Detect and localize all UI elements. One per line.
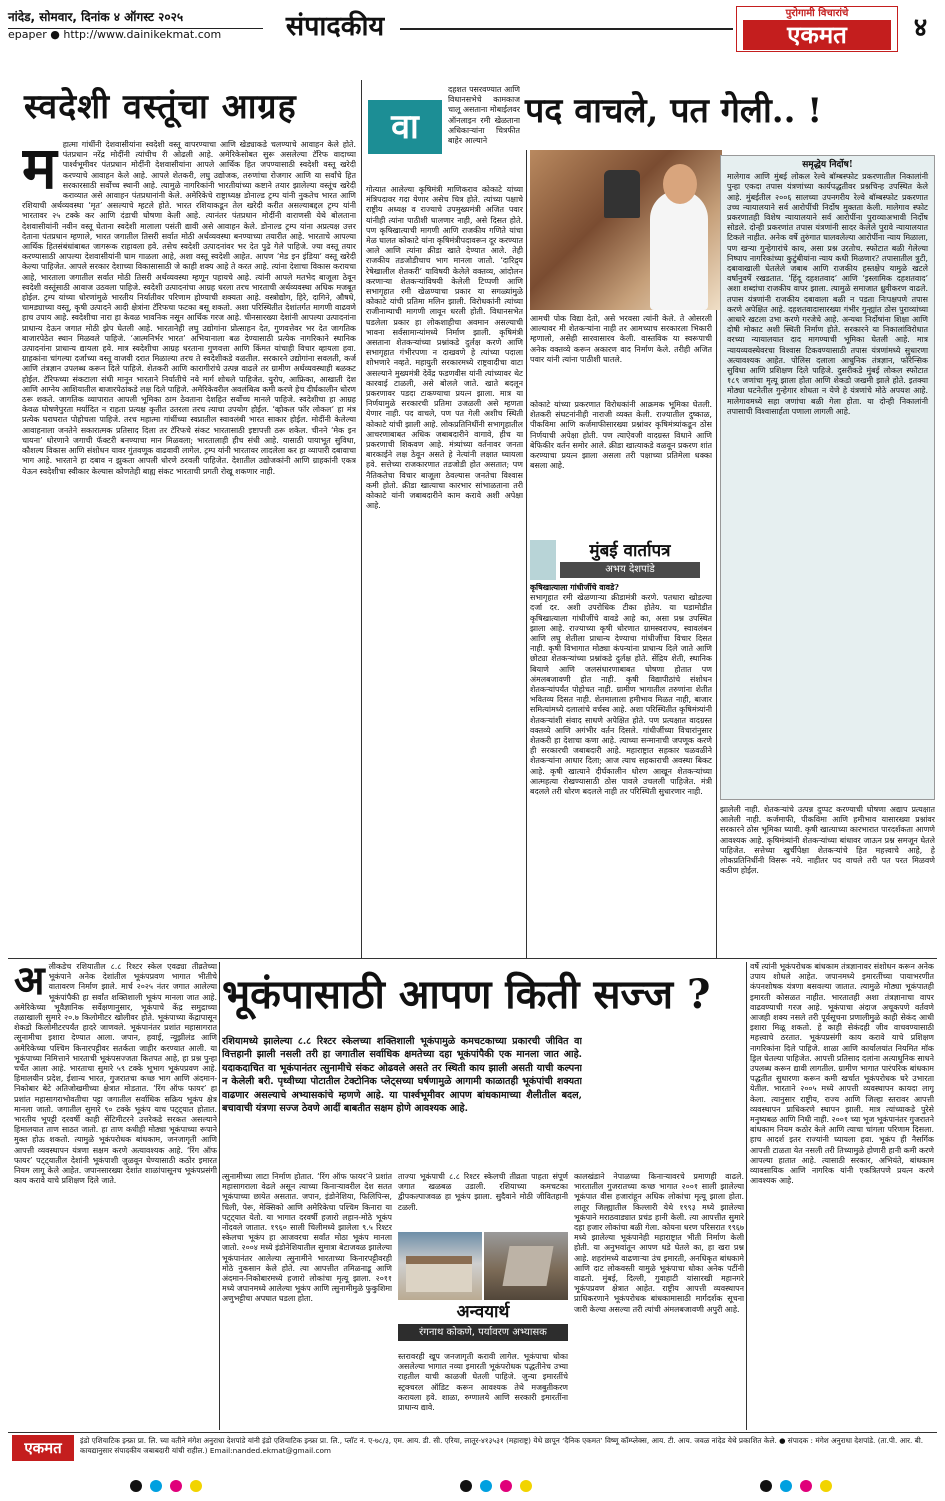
logo-tagline: पुरोगामी विचारांचे bbox=[785, 8, 849, 19]
damaged-house-photo bbox=[398, 1232, 482, 1302]
article-column: कालखंडाने नेपाळच्या किनाऱ्यावरचे प्रमाणही वाढले. भारतातील गुजरातच्या कच्छ भागात २००१ साली झालेल्या भूकंपात वीस हजारांहून अधिक लोकांचा मृत्यू झाला होता. लातूर जिल्ह्यातील किल्लारी येथे १९९३ मध्ये झालेल्या भूकंपाने मराठवाड्यात प्रचंड हानी केली. त्या आपत्तीत सुमारे दहा हजार लोकांचा बळी गेला. कोयना धरण परिसरात १९६७ मध्ये झालेल्या भूकंपानेही महाराष्ट्रात भीती निर्माण केली होती. या अनुभवांतून आपण धडे घेतले का, हा खरा प्रश्न आहे. शहरांमध्ये वाढणाऱ्या उंच इमारती, अनधिकृत बांधकामे आणि दाट लोकवस्ती यामुळे भूकंपाचा धोका अनेक पटींनी वाढतो. मुंबई, दिल्ली, गुवाहाटी यांसारखी महानगरे भूकंपप्रवण क्षेत्रात आहेत. राष्ट्रीय आपत्ती व्यवस्थापन प्राधिकरणाने भूकंपरोधक बांधकामासाठी मार्गदर्शक सूचना जारी केल्या असल्या तरी त्यांची अंमलबजावणी अपुरी आहे. bbox=[574, 1172, 744, 1314]
registration-dot bbox=[480, 1480, 492, 1492]
rubble-photo bbox=[484, 1232, 568, 1302]
house-graphic bbox=[406, 1256, 472, 1292]
article-column bbox=[14, 962, 217, 1427]
microphone-graphic bbox=[604, 170, 640, 218]
article-column bbox=[530, 583, 712, 955]
article-column: आमची पोक विद्या देतो, असे भरवसा त्यांनी केले. ते ओसरली आल्यावर मी शेतकऱ्यांना नाही तर आमच्याच सरकारला भिकारी म्हणालो, असेही सारवासारव केली. वास्तविक या स्वरूपाची अनेक वक्तव्ये करून अकारण वाद निर्माण केले. तरीही अजित पवार यांनी त्यांना पाठीशी घातले. bbox=[530, 314, 712, 364]
section-divider bbox=[8, 958, 937, 959]
article-intro: दहशत पसरवण्यात आणि विधानसभेचे कामकाज चालू असताना मोबाईलवर ऑनलाइन रमी खेळताना अधिकाऱ्यांना चित्रफीत बाहेर आल्याने bbox=[448, 85, 520, 146]
speaker-face bbox=[663, 164, 697, 204]
section-rule bbox=[400, 28, 733, 30]
drop-cap: म bbox=[22, 140, 57, 202]
registration-dot bbox=[500, 1480, 512, 1492]
column-divider bbox=[746, 962, 747, 1430]
subheading: कृषिखात्याला गांधीजींचे वावडे? bbox=[530, 583, 619, 592]
column-tag bbox=[398, 1300, 568, 1350]
article-column: वर्षे त्यांनी भूकंपरोधक बांधकाम तंत्रज्ञानावर संशोधन करून अनेक उपाय शोधले आहेत. जपानमध्ये इमारतींच्या पायाभरणीत कंपनशोषक यंत्रणा बसवल्या जातात. त्यामुळे मोठ्या भूकंपातही इमारती कोसळत नाहीत. भारतातही अशा तंत्रज्ञानाचा वापर वाढवण्याची गरज आहे. भूकंपाचा अंदाज अचूकपणे वर्तवणे आजही शक्य नसले तरी पूर्वसूचना प्रणालीमुळे काही सेकंद आधी इशारा मिळू शकतो. हे काही सेकंदही जीव वाचवण्यासाठी महत्त्वाचे ठरतात. भूकंपप्रसंगी काय करावे याचे प्रशिक्षण नागरिकांना दिले पाहिजे. शाळा आणि कार्यालयांत नियमित मॉक ड्रिल घेतल्या पाहिजेत. आपत्ती प्रतिसाद दलांना अत्याधुनिक साधने उपलब्ध करून द्यावी लागतील. ग्रामीण भागात पारंपरिक बांधकाम पद्धतीत सुधारणा करून कमी खर्चात भूकंपरोधक घरे उभारता येतील. भारताने २००५ मध्ये आपत्ती व्यवस्थापन कायदा लागू केला. त्यानुसार राष्ट्रीय, राज्य आणि जिल्हा स्तरावर आपत्ती व्यवस्थापन प्राधिकरणे स्थापन झाली. मात्र त्यांच्याकडे पुरेसे मनुष्यबळ आणि निधी नाही. २००१ च्या भूज भूकंपानंतर गुजरातने बांधकाम नियम कठोर केले आणि त्याचा चांगला परिणाम दिसला. हाच आदर्श इतर राज्यांनी घ्यायला हवा. भूकंप ही नैसर्गिक आपत्ती टाळता येत नसली तरी तिच्यामुळे होणारी हानी कमी करणे आपल्या हातात आहे. त्यासाठी सरकार, अभियंते, बांधकाम व्यावसायिक आणि नागरिक यांनी एकत्रितपणे प्रयत्न करणे आवश्यक आहे. bbox=[750, 962, 934, 1186]
column-divider bbox=[526, 150, 527, 958]
article-text: हात्मा गांधींनी देशवासीयांना स्वदेशी वस्तू वापरण्याचा आणि खेड्याकडे चलण्याचे आवाहन केले होते. पंतप्रधान नरेंद्र मोदींनी त्यांचीच री ओढली आहे. अमेरिकेसोबत सुरू असलेल्या टॅरिफ वादाच्या पार्श्वभूमीवर पंतप्रधान मोदींनी देशवासीयांना आपले आर्थिक हित जपण्यासाठी स्वदेशी वस्तू खरेदी करण्याचे आवाहन केले आहे. आपले शेतकरी, लघु उद्योजक, तरुणांचा रोजगार आणि या सर्वांचे हित सरकारसाठी सर्वोच्च स्थानी आहे. त्यामुळे नागरिकांनी भारतीयांच्या कष्टाने तयार झालेल्या वस्तूंच खरेदी कराव्यात असे आवाहन पंतप्रधानांनी केले. अमेरिकेचे राष्ट्राध्यक्ष डोनाल्ड ट्रम्प यांनी नुकतेच भारत आणि रशियाची अर्थव्यवस्था ‘मृत’ असल्याचे म्हटले होते. भारत रशियाकडून तेल खरेदी करीत असल्याबद्दल ट्रम्प यांनी भारतावर २५ टक्के कर आणि दंडाची घोषणा केली आहे. त्यानंतर पंतप्रधान मोदींनी वाराणसी येथे बोलताना देशवासीयांनी नवीन वस्तू घेताना स्वदेशी मालाला पसंती द्यावी असे आवाहन केले. डोनाल्ड ट्रम्प यांना अप्रत्यक्ष उत्तर देताना पंतप्रधान म्हणाले, भारत जगातील तिसरी सर्वात मोठी अर्थव्यवस्था बनण्याच्या तयारीत आहे. भारताचे आपल्या आर्थिक हितसंबंधांबाबत जागरूक राहावला हवे. तसेच स्वदेशी उत्पादनांवर भर देत पुढे गेले पाहिजे. ज्या वस्तू तयार करण्यासाठी आपल्या देशवासीयांनी घाम गाळला आहे, अशा वस्तू स्वदेशी आहेत. आपण ‘मेड इन इंडिया’ वस्तू खरेदी केल्या पाहिजेत. आपले सरकार देशाच्या विकासासाठी जे काही शक्य आहे ते करत आहे. त्यांना देशाचा विकास करायचा आहे, भारताला जगातील सर्वात मोठी तिसरी अर्थव्यवस्था म्हणून पहायचे आहे. त्यांनी आपले मतभेद बाजूला ठेवून स्वदेशी वस्तूंसाठी आवाज उठवला पाहिजे. स्वदेशी उत्पादनांचा आग्रह धरला तरच भारताची अर्थव्यवस्था अधिक मजबूत होईल. ट्रम्प यांच्या धोरणांमुळे भारतीय निर्यातीवर परिणाम होण्याची शक्यता आहे. वस्त्रोद्योग, हिरे, दागिने, औषधे, चामड्याच्या वस्तू, कृषी उत्पादने आदी क्षेत्रांना टॅरिफचा फटका बसू शकतो. अशा परिस्थितीत देशांतर्गत मागणी वाढवणे हाच उपाय आहे. स्वदेशीचा नारा हा केवळ भावनिक नसून आर्थिक गरज आहे. चीनसारख्या देशांनी आपल्या उत्पादनांना प्राधान्य देऊन जगात मोठी झेप घेतली आहे. भारतानेही लघु उद्योगांना प्रोत्साहन देत, गुणवत्तेवर भर देत जागतिक बाजारपेठेत स्थान मिळवले पाहिजे. ‘आत्मनिर्भर भारत’ अभियानाला बळ देण्यासाठी प्रत्येक नागरिकाने स्थानिक उत्पादनांना प्राधान्य द्यायला हवे. मात्र स्वदेशीचा आग्रह धरताना गुणवत्ता आणि किंमत यांचाही विचार व्हायला हवा. ग्राहकांना चांगल्या दर्जाच्या वस्तू वाजवी दरात मिळाल्या तरच ते स्वदेशीकडे वळतील. सरकारने उद्योगांना सवलती, कर्ज आणि तंत्रज्ञान उपलब्ध करून दिले पाहिजे. शेतकरी आणि कारागीरांचे उत्पन्न वाढले तर ग्रामीण अर्थव्यवस्थाही बळकट होईल. टॅरिफच्या संकटाला संधी मानून भारताने निर्यातीचे नवे मार्ग शोधले पाहिजेत. युरोप, आफ्रिका, आखाती देश आणि आग्नेय आशियातील बाजारपेठांकडे लक्ष दिले पाहिजे. अमेरिकेवरील अवलंबित्व कमी करणे हेच दीर्घकालीन धोरण ठरू शकते. जागतिक व्यापारात आपली भूमिका ठाम ठेवताना देशहित सर्वोच्च मानले पाहिजे. स्वदेशीचा हा आग्रह केवळ घोषणेपुरता मर्यादित न राहता प्रत्यक्ष कृतीत उतरला तरच त्याचा उपयोग होईल. ‘व्होकल फॉर लोकल’ हा मंत्र प्रत्येक घराघरात पोहोचला पाहिजे. तरच महात्मा गांधींच्या स्वप्नातील स्वावलंबी भारत साकार होईल. मोदींनी केलेल्या आवाहनाला जनतेने सकारात्मक प्रतिसाद दिला तर टॅरिफचे संकट भारतासाठी इष्टापत्ती ठरू शकेल. चीनने ‘मेक इन चायना’ धोरणाने जगाची फॅक्टरी बनण्याचा मान मिळवला; भारतालाही हीच संधी आहे. यासाठी पायाभूत सुविधा, कौशल्य विकास आणि संशोधन यावर गुंतवणूक वाढवावी लागेल. ट्रम्प यांनी भारतावर लादलेला कर हा व्यापारी दबावाचा भाग आहे. भारताने हा दबाव न झुकता आपली धोरणे ठरवली पाहिजेत. देशातील उद्योजकांनी आणि ग्राहकांनी एकत्र येऊन स्वदेशीचा स्वीकार केल्यास कोणतेही बाह्य संकट भारताची प्रगती रोखू शकणार नाही. bbox=[22, 140, 356, 476]
box-title: समृद्धेय निर्दोष! bbox=[802, 160, 853, 170]
section-title: संपादकीय bbox=[285, 11, 385, 42]
column-author: अभय देशपांडे bbox=[560, 562, 700, 578]
article-column: झालेली नाही. शेतकऱ्यांचे उत्पन्न दुप्पट करण्याची घोषणा अद्याप प्रत्यक्षात आलेली नाही. कर्जमाफी, पीकविमा आणि हमीभाव यासारख्या प्रश्नांवर सरकारने ठोस भूमिका घ्यावी. कृषी खात्याच्या कारभारात पारदर्शकता आणणे आवश्यक आहे. कृषिमंत्र्यांनी शेतकऱ्यांच्या बांधावर जाऊन प्रश्न समजून घेतले पाहिजेत. सत्तेच्या खुर्चीपेक्षा शेतकऱ्यांचे हित महत्त्वाचे आहे, हे लोकप्रतिनिधींनी विसरू नये. नाहीतर पद वाचले तरी पत परत मिळवणे कठीण होईल. bbox=[720, 805, 935, 876]
newspaper-logo bbox=[736, 6, 898, 52]
article-headline: भूकंपासाठी आपण किती सज्ज ? bbox=[222, 971, 711, 1018]
imprint-text: इंडो एशियाटिक इन्फ्रा प्रा. लि. च्या वतीने मंगेश अनुराधा देशपांडे यांनी इंडो एशियाटिक इन्फ्रा प्रा. लि., प्लॉट नं. ए-७८/३, एम. आय. डी. सी. एरिया, लातूर-४१३५३१ (महाराष्ट्र) येथे छापून ‘दैनिक एकमत’ विष्णू कॉम्प्लेक्स, आय. टी. आय. जवळ नांदेड येथे प्रकाशित केले. ● संपादक : मंगेश अनुराधा देशपांडे. (ता.पी. आर. बी. कायद्यानुसार संपादकीय जबाबदारी यांची राहील.) Email:nanded.ekmat@gmail.com bbox=[80, 1436, 924, 1455]
article-column: ताज्या भूकंपाची ८.८ रिश्टर स्केलची तीव्रता पाहता संपूर्ण जगात खळबळ उडाली. रशियाच्या कमचटका द्वीपकल्पाजवळ हा भूकंप झाला. सुदैवाने मोठी जीवितहानी टळली. bbox=[398, 1172, 568, 1212]
imprint-footer bbox=[8, 1432, 937, 1464]
article-column: गोत्यात आलेल्या कृषिमंत्री माणिकराव कोकाटे यांच्या मंत्रिपदावर गदा येणार असेच चित्र होते. त्यांच्या पक्षाचे राष्ट्रीय अध्यक्ष व राज्याचे उपमुख्यमंत्री अजित पवार यांनीही त्यांना पाठीशी घालणार नाही, असे दिसत होते. पण कृषिखात्याची मागणी आणि राजकीय गणिते यांचा मेळ घालत कोकाटे यांना कृषिमंत्रीपदावरून दूर करण्यात आले आणि त्यांना क्रीडा खाते देण्यात आले. तेही राजकीय तडजोडीचाच भाग मानला जातो. ‘दारिद्र्य रेषेखालील शेतकरी’ याविषयी केलेले वक्तव्य, आंदोलन करणाऱ्या शेतकऱ्यांविषयी केलेली टिप्पणी आणि सभागृहात रमी खेळण्याचा प्रकार या सगळ्यांमुळे कोकाटे यांची प्रतिमा मलिन झाली. विरोधकांनी त्यांच्या राजीनाम्याची मागणी लावून धरली होती. विधानसभेत घडलेला प्रकार हा लोकशाहीचा अवमान असल्याची भावना सर्वसामान्यांमध्ये निर्माण झाली. कृषिमंत्री असताना शेतकऱ्यांच्या प्रश्नांकडे दुर्लक्ष करणे आणि सभागृहात गंभीरपणा न दाखवणे हे त्यांच्या पदाला शोभणारे नव्हते. महायुती सरकारमध्ये राष्ट्रवादीचा वाटा असल्याने मुख्यमंत्री देवेंद्र फडणवीस यांनी त्यांच्यावर थेट कारवाई टाळली, असे बोलले जाते. खाते बदलून प्रकरणावर पडदा टाकण्याचा प्रयत्न झाला. मात्र या निर्णयामुळे सरकारची प्रतिमा उजळली असे म्हणता येणार नाही. पद वाचले, पण पत गेली अशीच स्थिती कोकाटे यांची झाली आहे. लोकप्रतिनिधींनी सभागृहातील आचरणाबाबत अधिक जबाबदारीने वागावे, हीच या प्रकरणाची शिकवण आहे. मंत्र्यांच्या वर्तनावर जनता बारकाईने लक्ष ठेवून असते हे नेत्यांनी लक्षात घ्यायला हवे. सत्तेच्या राजकारणात तडजोडी होत असतात; पण नैतिकतेचा विचार बाजूला ठेवल्यास जनतेचा विश्वास कमी होतो. क्रीडा खात्याचा कारभार सांभाळताना तरी कोकाटे यांनी जबाबदारीने काम करावे अशी अपेक्षा आहे. bbox=[366, 185, 523, 511]
column-divider bbox=[361, 80, 362, 958]
registration-dot bbox=[170, 1480, 182, 1492]
drop-cap-badge: वा bbox=[368, 100, 442, 154]
article-headline: पद वाचले, पत गेली.. ! bbox=[525, 91, 823, 131]
article-headline: स्वदेशी वस्तूंचा आग्रह bbox=[24, 87, 297, 127]
website-link[interactable]: epaper ● http://www.dainikekmat.com bbox=[8, 28, 222, 41]
registration-dot bbox=[800, 1480, 812, 1492]
registration-dot bbox=[760, 1480, 772, 1492]
box-text: मालेगाव आणि मुंबई लोकल रेल्वे बॉम्बस्फोट प्रकरणातील निकालांनी पुन्हा एकदा तपास यंत्रणांच्या कार्यपद्धतीवर प्रश्नचिन्ह उपस्थित केले आहे. मुंबईतील २००६ सालच्या उपनगरीय रेल्वे बॉम्बस्फोट प्रकरणात उच्च न्यायालयाने सर्व आरोपींची निर्दोष मुक्तता केली. मालेगाव स्फोट प्रकरणातही विशेष न्यायालयाने सर्व आरोपींना पुराव्याअभावी निर्दोष सोडले. दोन्ही प्रकरणांत तपास यंत्रणांनी सादर केलेले पुरावे न्यायालयात टिकले नाहीत. अनेक वर्षे तुरुंगात घालवलेल्या आरोपींना न्याय मिळाला, पण खऱ्या गुन्हेगारांचे काय, असा प्रश्न उरतोच. स्फोटात बळी गेलेल्या निष्पाप नागरिकांच्या कुटुंबीयांना न्याय कधी मिळणार? तपासातील त्रुटी, दबावाखाली घेतलेले जबाब आणि राजकीय हस्तक्षेप यामुळे खटले वर्षानुवर्षे रखडतात. ‘हिंदू दहशतवाद’ आणि ‘इस्लामिक दहशतवाद’ अशा शब्दांचा राजकीय वापर झाला. त्यामुळे समाजात ध्रुवीकरण वाढले. तपास यंत्रणांनी राजकीय दबावाला बळी न पडता निःपक्षपणे तपास करणे अपेक्षित आहे. दहशतवादासारख्या गंभीर गुन्ह्यांत ठोस पुराव्यांच्या आधारे खटला उभा करणे गरजेचे आहे. अन्यथा निर्दोषांना शिक्षा आणि दोषी मोकाट अशी स्थिती निर्माण होते. सरकारने या निकालांविरोधात वरच्या न्यायालयात दाद मागण्याची भूमिका घेतली आहे. मात्र न्यायव्यवस्थेवरचा विश्वास टिकवण्यासाठी तपास यंत्रणांमध्ये सुधारणा अत्यावश्यक आहेत. पोलिस दलाला आधुनिक तंत्रज्ञान, फॉरेन्सिक सुविधा आणि प्रशिक्षण दिले पाहिजे. दुसरीकडे मुंबई लोकल स्फोटात १८९ जणांचा मृत्यू झाला होता आणि शेकडो जखमी झाले होते. इतक्या मोठ्या घटनेतील गुन्हेगार शोधता न येणे हे यंत्रणांचे मोठे अपयश आहे. मालेगावमध्ये सहा जणांचा बळी गेला होता. या दोन्ही निकालांनी तपासाची विश्वासार्हता पणाला लागली आहे. bbox=[727, 172, 928, 416]
article-column: कोकाटे यांच्या प्रकरणात विरोधकांनी आक्रमक भूमिका घेतली. शेतकरी संघटनांनीही नाराजी व्यक्त केली. राज्यातील दुष्काळ, पीकविमा आणि कर्जमाफीसारख्या प्रश्नांवर कृषिमंत्र्यांकडून ठोस निर्णयाची अपेक्षा होती. पण त्याऐवजी वादग्रस्त विधाने आणि बेफिकीर वर्तन समोर आले. क्रीडा खात्याकडे वळवून प्रकरण शांत करण्याचा प्रयत्न झाला असला तरी पक्षाच्या प्रतिमेला धक्का बसला आहे. bbox=[530, 400, 712, 471]
issue-date: नांदेड, सोमवार, दिनांक ४ ऑगस्ट २०२५ bbox=[8, 8, 263, 29]
registration-dot bbox=[780, 1480, 792, 1492]
wall-graphic bbox=[502, 1246, 553, 1286]
registration-dot bbox=[190, 1480, 202, 1492]
article-text: सभागृहात रमी खेळणाऱ्या क्रीडामंत्री करणे. पतधारा खोडल्या दर्जा दर. अशी उपरोधिक टीका होतेय. या घडामोडीत कृषिखात्याला गांधीजींचे वावडे आहे का, असा प्रश्न उपस्थित झाला आहे. राज्याच्या कृषी धोरणात ग्रामस्वराज्य, स्वावलंबन आणि लघु शेतीला प्राधान्य देण्याचा गांधीजींचा विचार दिसत नाही. कृषी विभागात मोठ्या कंपन्यांना प्राधान्य दिले जाते आणि छोट्या शेतकऱ्यांच्या प्रश्नांकडे दुर्लक्ष होते. सेंद्रिय शेती, स्थानिक बियाणे आणि जलसंधारणाबाबत घोषणा होतात पण अंमलबजावणी होत नाही. कृषी विद्यापीठांचे संशोधन शेतकऱ्यांपर्यंत पोहोचत नाही. ग्रामीण भागातील तरुणांना शेतीत भवितव्य दिसत नाही. शेतमालाला हमीभाव मिळत नाही, बाजार समित्यांमध्ये दलालांचे वर्चस्व आहे. अशा परिस्थितीत कृषिमंत्र्यांनी शेतकऱ्यांशी संवाद साधणे अपेक्षित होते. पण प्रत्यक्षात वादग्रस्त वक्तव्ये आणि अगंभीर वर्तन दिसले. गांधीजींच्या विचारांनुसार शेतकरी हा देशाचा कणा आहे. त्याच्या सन्मानाची जपणूक करणे ही सरकारची जबाबदारी आहे. महाराष्ट्रात सहकार चळवळीने शेतकऱ्यांना आधार दिला; आज त्याच सहकाराची अवस्था बिकट आहे. कृषी खात्याने दीर्घकालीन धोरण आखून शेतकऱ्यांच्या आत्महत्या रोखण्यासाठी ठोस पावले उचलली पाहिजेत. मंत्री बदलले तरी धोरण बदलले नाही तर परिस्थिती सुधारणार नाही. bbox=[530, 593, 712, 797]
column-title: मुंबई वार्तापत्र bbox=[589, 541, 671, 561]
article-column: स्तरावरही खूप जनजागृती करावी लागेल. भूकंपाचा धोका असलेल्या भागात नव्या इमारती भूकंपरोधक पद्धतीनेच उभ्या राहतील याची काळजी घेतली पाहिजे. जुन्या इमारतींचे स्ट्रक्चरल ऑडिट करून आवश्यक तेथे मजबुतीकरण करायला हवे. शाळा, रुग्णालये आणि सरकारी इमारतींना प्राधान्य द्यावे. bbox=[398, 1352, 568, 1413]
color-registration-marks bbox=[0, 1480, 945, 1494]
footer-logo: एकमत bbox=[12, 1435, 74, 1461]
column-divider bbox=[219, 962, 220, 1430]
column-tag-accent bbox=[530, 540, 556, 580]
registration-dot bbox=[150, 1480, 162, 1492]
article-lead: रशियामध्ये झालेल्या ८.८ रिश्टर स्केलच्या शक्तिशाली भूकंपामुळे कमचटकाच्या प्रकारची जीवित वा वित्तहानी झाली नसली तरी हा जगातील सर्वाधिक क्षमतेच्या दहा भूकंपांपैकी एक मानला जात आहे. यदाकदाचित वा भूकंपानंतर त्सुनामीचे संकट ओढवले असते तर स्थिती काय झाली असती याची कल्पना न केलेली बरी. पृथ्वीच्या पोटातील टेक्टोनिक प्लेट्सच्या घर्षणामुळे आगामी काळातही भूकंपांची शक्यता वाढणार असल्याचे अभ्यासकांचे म्हणणे आहे. या पार्श्वभूमीवर आपण बांधकामाच्या शैलीतील बदल, बचावाची यंत्रणा सज्ज ठेवणे आदीं बाबतीत सक्षम होणे आवश्यक आहे. bbox=[222, 1036, 582, 1115]
registration-dot bbox=[820, 1480, 832, 1492]
article-photo bbox=[530, 150, 722, 310]
sidebar-box bbox=[720, 155, 935, 800]
article-body bbox=[22, 140, 356, 955]
column-title: अन्वयार्थ bbox=[398, 1300, 568, 1324]
article-photos bbox=[398, 1232, 568, 1302]
column-tag bbox=[560, 540, 700, 580]
column-author: रंगनाथ कोकणे, पर्यावरण अभ्यासक bbox=[398, 1324, 568, 1341]
registration-dot bbox=[130, 1480, 142, 1492]
article-text: लीकडेच रशियातील ८.८ रिश्टर स्केल एवढ्या तीव्रतेच्या भूकंपाने अनेक देशांतील भूकंपप्रवण भागात भीतीचे वातावरण निर्माण झाले. मार्च २०२५ नंतर जगात आलेल्या भूकंपांपैकी हा सर्वांत शक्तिशाली भूकंप मानला जात आहे. अमेरिकेच्या भूवैज्ञानिक सर्वेक्षणानुसार, भूकंपाचे केंद्र समुद्राच्या तळाखाली सुमारे २०.७ किलोमीटर खोलीवर होते. भूकंपाच्या केंद्रापासून शेकडो किलोमीटरपर्यंत हादरे जाणवले. भूकंपानंतर प्रशांत महासागरात त्सुनामीचा इशारा देण्यात आला. जपान, हवाई, न्यूझीलंड आणि अमेरिकेच्या पश्चिम किनारपट्टीवर सतर्कता जाहीर करण्यात आली. या भूकंपाच्या निमित्ताने भारताची भूकंपसज्जता कितपत आहे, हा प्रश्न पुन्हा चर्चेत आला आहे. भारताचा सुमारे ५९ टक्के भूभाग भूकंपप्रवण आहे. हिमालयीन प्रदेश, ईशान्य भारत, गुजरातचा कच्छ भाग आणि अंदमान-निकोबार बेटे अतिजोखमीच्या क्षेत्रात मोडतात. ‘रिंग ऑफ फायर’ हा प्रशांत महासागराभोवतीचा पट्टा जगातील सर्वाधिक सक्रिय भूकंप क्षेत्र मानला जातो. जगातील सुमारे ९० टक्के भूकंप याच पट्ट्यात होतात. भारतीय भूपट्टी दरवर्षी काही सेंटिमीटरने उत्तरेकडे सरकत असल्याने हिमालयात ताण साठत जातो. हा ताण कधीही मोठ्या भूकंपाच्या रूपाने मुक्त होऊ शकतो. त्यामुळे भूकंपरोधक बांधकाम, जनजागृती आणि आपत्ती व्यवस्थापन यंत्रणा सक्षम करणे अत्यावश्यक आहे. ‘रिंग ऑफ फायर’ पट्ट्यातील देशांनी भूकंपाशी जुळवून घेण्यासाठी कठोर इमारत नियम लागू केले आहेत. जपानसारख्या देशांत शाळांपासूनच भूकंपप्रसंगी काय करावे याचे प्रशिक्षण दिले जाते. bbox=[14, 962, 217, 1186]
logo-name: एकमत bbox=[743, 20, 891, 50]
registration-dot bbox=[520, 1480, 532, 1492]
page-number: ४ bbox=[913, 13, 928, 43]
drop-cap: अ bbox=[14, 962, 45, 1004]
speaker-figure bbox=[650, 190, 708, 310]
masthead bbox=[8, 6, 937, 70]
registration-dot bbox=[460, 1480, 472, 1492]
article-column: त्सुनामीच्या लाटा निर्माण होतात. ‘रिंग ऑफ फायर’ने प्रशांत महासागराला वेढले असून त्याच्या किनाऱ्यावरील देश सतत भूकंपाच्या छायेत असतात. जपान, इंडोनेशिया, फिलिपिन्स, चिली, पेरू, मेक्सिको आणि अमेरिकेचा पश्चिम किनारा या पट्ट्यात येतो. या भागात दरवर्षी हजारो लहान-मोठे भूकंप नोंदवले जातात. १९६० साली चिलीमध्ये झालेला ९.५ रिश्टर स्केलचा भूकंप हा आजवरचा सर्वांत मोठा भूकंप मानला जातो. २००४ मध्ये इंडोनेशियातील सुमात्रा बेटाजवळ झालेल्या भूकंपानंतर आलेल्या त्सुनामीने भारताच्या किनारपट्टीवरही मोठे नुकसान केले होते. त्या आपत्तीत तमिळनाडू आणि अंदमान-निकोबारमध्ये हजारो लोकांचा मृत्यू झाला. २०११ मध्ये जपानमध्ये आलेल्या भूकंप आणि त्सुनामीमुळे फुकुशिमा अणुभट्टीचा अपघात घडला होता. bbox=[222, 1172, 392, 1304]
